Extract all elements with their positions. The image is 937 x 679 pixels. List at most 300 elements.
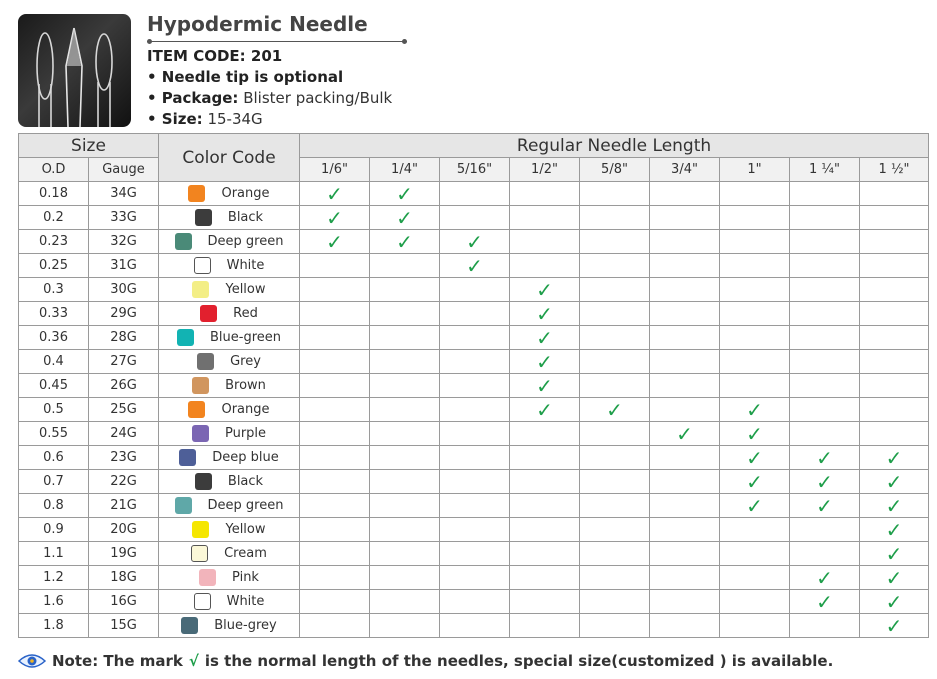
length-cell (860, 326, 929, 350)
color-name: Yellow (225, 282, 266, 297)
table-row (19, 542, 929, 566)
color-swatch (175, 497, 192, 514)
length-cell (580, 398, 650, 422)
color-swatch (199, 569, 216, 586)
length-cell (790, 518, 860, 542)
length-cell (510, 278, 580, 302)
od-cell: 0.9 (19, 518, 89, 542)
od-cell: 0.3 (19, 278, 89, 302)
length-cell (720, 182, 790, 206)
length-cell (370, 254, 440, 278)
gauge-cell: 26G (89, 374, 159, 398)
length-cell (510, 254, 580, 278)
od-cell: 0.33 (19, 302, 89, 326)
od-cell: 0.2 (19, 206, 89, 230)
od-cell: 0.55 (19, 422, 89, 446)
length-cell (860, 254, 929, 278)
check-icon: ✓ (396, 205, 413, 230)
length-cell (370, 614, 440, 638)
length-cell (650, 518, 720, 542)
gauge-cell: 32G (89, 230, 159, 254)
color-cell (159, 446, 300, 470)
length-cell (440, 494, 510, 518)
check-icon: ✓ (816, 493, 833, 518)
length-cell (300, 518, 370, 542)
product-title: Hypodermic Needle (147, 12, 368, 36)
od-cell: 1.1 (19, 542, 89, 566)
color-cell (159, 398, 300, 422)
length-cell (510, 494, 580, 518)
check-icon: ✓ (885, 445, 903, 470)
check-icon: ✓ (816, 565, 833, 590)
od-cell: 0.7 (19, 470, 89, 494)
length-cell (300, 542, 370, 566)
gauge-cell: 31G (89, 254, 159, 278)
length-cell (860, 374, 929, 398)
length-cell (580, 422, 650, 446)
color-name: Yellow (225, 522, 266, 537)
color-swatch (195, 209, 212, 226)
length-cell (720, 206, 790, 230)
length-cell (370, 494, 440, 518)
length-cell (510, 518, 580, 542)
note-prefix: Note: The mark (52, 652, 183, 670)
table-row (19, 182, 929, 206)
length-cell (580, 542, 650, 566)
check-icon: ✓ (396, 229, 413, 254)
length-cell (300, 566, 370, 590)
length-cell (370, 230, 440, 254)
check-icon: ✓ (885, 517, 903, 542)
color-cell (159, 230, 300, 254)
length-cell (510, 590, 580, 614)
check-icon: ✓ (326, 229, 343, 254)
length-cell (790, 614, 860, 638)
length-cell (860, 398, 929, 422)
color-cell (159, 470, 300, 494)
length-cell (790, 350, 860, 374)
length-cell (370, 398, 440, 422)
color-cell (159, 542, 300, 566)
length-cell (860, 230, 929, 254)
check-icon: ✓ (466, 253, 483, 278)
gauge-cell: 29G (89, 302, 159, 326)
check-icon: ✓ (816, 469, 833, 494)
length-cell (650, 350, 720, 374)
length-cell (650, 374, 720, 398)
length-cell (860, 302, 929, 326)
color-cell (159, 254, 300, 278)
length-cell (860, 182, 929, 206)
length-cell (790, 422, 860, 446)
check-icon: ✓ (885, 589, 903, 614)
size-info: • Size: 15-34G (147, 110, 263, 128)
length-cell (790, 278, 860, 302)
length-cell (860, 494, 929, 518)
color-name: Cream (224, 546, 267, 561)
length-cell (790, 182, 860, 206)
tip-info: • Needle tip is optional (147, 68, 344, 86)
table-row (19, 614, 929, 638)
length-cell (370, 542, 440, 566)
length-cell (790, 254, 860, 278)
length-cell (370, 566, 440, 590)
length-cell (370, 590, 440, 614)
color-cell (159, 494, 300, 518)
length-cell (300, 374, 370, 398)
length-cell (300, 614, 370, 638)
gauge-cell: 19G (89, 542, 159, 566)
color-cell (159, 206, 300, 230)
color-cell (159, 326, 300, 350)
table-row (19, 374, 929, 398)
length-cell (860, 518, 929, 542)
gauge-cell: 34G (89, 182, 159, 206)
length-cell (300, 254, 370, 278)
od-cell: 1.8 (19, 614, 89, 638)
table-row (19, 230, 929, 254)
length-cell (790, 590, 860, 614)
color-name: Orange (221, 186, 270, 201)
gauge-cell: 18G (89, 566, 159, 590)
check-icon: ✓ (746, 445, 763, 470)
length-cell (790, 302, 860, 326)
length-cell (720, 422, 790, 446)
check-icon: ✓ (885, 469, 903, 494)
length-cell (650, 278, 720, 302)
length-cell (650, 470, 720, 494)
gauge-cell: 28G (89, 326, 159, 350)
size-header: Size (19, 134, 159, 158)
color-swatch (191, 545, 208, 562)
table-row (19, 590, 929, 614)
check-icon: ✓ (326, 205, 343, 230)
gauge-cell: 25G (89, 398, 159, 422)
check-icon: ✓ (746, 469, 763, 494)
table-row (19, 422, 929, 446)
table-row (19, 206, 929, 230)
length-cell (650, 230, 720, 254)
gauge-cell: 27G (89, 350, 159, 374)
color-cell (159, 518, 300, 542)
length-cell (580, 590, 650, 614)
length-cell (650, 542, 720, 566)
length-cell (510, 566, 580, 590)
color-swatch (195, 473, 212, 490)
length-cell (790, 326, 860, 350)
length-cell (720, 446, 790, 470)
length-cell (370, 182, 440, 206)
length-cell (440, 302, 510, 326)
length-header: 5/8" (580, 158, 650, 182)
length-cell (790, 494, 860, 518)
color-name: Deep green (207, 234, 284, 249)
table-row (19, 494, 929, 518)
length-cell (440, 446, 510, 470)
length-cell (510, 446, 580, 470)
color-swatch (188, 401, 205, 418)
length-cell (300, 326, 370, 350)
length-cell (370, 206, 440, 230)
item-code: ITEM CODE: 201 (147, 47, 283, 65)
length-cell (510, 542, 580, 566)
length-cell (720, 350, 790, 374)
length-cell (440, 350, 510, 374)
length-cell (580, 350, 650, 374)
length-cell (720, 302, 790, 326)
title-divider (147, 41, 407, 42)
length-cell (300, 278, 370, 302)
color-cell (159, 278, 300, 302)
length-cell (580, 206, 650, 230)
note-suffix: is the normal length of the needles, special size(customized ) is available. (204, 652, 834, 670)
length-cell (580, 446, 650, 470)
gauge-cell: 22G (89, 470, 159, 494)
od-cell: 0.4 (19, 350, 89, 374)
check-icon: ✓ (676, 421, 693, 446)
color-name: Deep blue (212, 450, 279, 465)
color-swatch (192, 521, 209, 538)
color-cell (159, 182, 300, 206)
length-cell (440, 206, 510, 230)
length-cell (300, 182, 370, 206)
od-cell: 0.8 (19, 494, 89, 518)
od-header: O.D (19, 158, 89, 182)
length-cell (510, 374, 580, 398)
color-name: Black (227, 210, 264, 225)
length-cell (790, 470, 860, 494)
length-cell (510, 182, 580, 206)
length-cell (790, 374, 860, 398)
color-name: Deep green (207, 498, 284, 513)
length-cell (370, 326, 440, 350)
check-icon: ✓ (536, 349, 553, 374)
length-cell (440, 230, 510, 254)
gauge-cell: 20G (89, 518, 159, 542)
length-cell (860, 422, 929, 446)
gauge-cell: 30G (89, 278, 159, 302)
color-name: Purple (224, 426, 267, 441)
length-cell (720, 566, 790, 590)
length-cell (300, 302, 370, 326)
length-cell (440, 278, 510, 302)
color-swatch (188, 185, 205, 202)
length-cell (440, 182, 510, 206)
length-cell (370, 278, 440, 302)
length-cell (790, 446, 860, 470)
check-icon: ✓ (746, 397, 763, 422)
length-cell (650, 614, 720, 638)
od-cell: 0.25 (19, 254, 89, 278)
od-cell: 0.18 (19, 182, 89, 206)
length-cell (370, 374, 440, 398)
length-header: 1" (720, 158, 790, 182)
color-name: Red (233, 306, 258, 321)
length-cell (860, 542, 929, 566)
table-row (19, 470, 929, 494)
length-header: 1/4" (370, 158, 440, 182)
length-cell (510, 470, 580, 494)
gauge-cell: 21G (89, 494, 159, 518)
length-cell (650, 422, 720, 446)
table-row (19, 566, 929, 590)
length-cell (580, 494, 650, 518)
length-cell (370, 422, 440, 446)
length-cell (790, 542, 860, 566)
length-cell (790, 398, 860, 422)
table-row (19, 326, 929, 350)
needle-spec-table (18, 133, 929, 638)
length-cell (860, 614, 929, 638)
length-cell (860, 566, 929, 590)
table-row (19, 350, 929, 374)
table-row (19, 302, 929, 326)
length-cell (650, 326, 720, 350)
length-cell (860, 278, 929, 302)
color-name: Blue-green (209, 330, 281, 345)
color-swatch (179, 449, 196, 466)
length-cell (510, 350, 580, 374)
color-name: Black (227, 474, 264, 489)
length-header: 3/4" (650, 158, 720, 182)
length-cell (300, 470, 370, 494)
footnote (18, 652, 833, 670)
check-mark-symbol: √ (188, 652, 199, 670)
color-swatch (192, 377, 209, 394)
length-cell (720, 590, 790, 614)
color-cell (159, 350, 300, 374)
length-cell (650, 446, 720, 470)
length-cell (650, 566, 720, 590)
needle-length-header: Regular Needle Length (300, 134, 929, 158)
od-cell: 1.6 (19, 590, 89, 614)
length-cell (580, 254, 650, 278)
length-cell (440, 254, 510, 278)
check-icon: ✓ (466, 229, 483, 254)
gauge-cell: 16G (89, 590, 159, 614)
table-row (19, 278, 929, 302)
color-swatch (181, 617, 198, 634)
length-cell (720, 278, 790, 302)
length-cell (650, 206, 720, 230)
od-cell: 0.5 (19, 398, 89, 422)
check-icon: ✓ (536, 325, 553, 350)
check-icon: ✓ (536, 301, 553, 326)
check-icon: ✓ (885, 541, 903, 566)
check-icon: ✓ (606, 397, 623, 422)
color-name: White (226, 594, 265, 609)
length-cell (510, 422, 580, 446)
length-cell (860, 590, 929, 614)
color-cell (159, 422, 300, 446)
length-cell (650, 302, 720, 326)
color-cell (159, 374, 300, 398)
length-header: 5/16" (440, 158, 510, 182)
length-cell (860, 446, 929, 470)
length-cell (300, 206, 370, 230)
gauge-cell: 23G (89, 446, 159, 470)
color-swatch (200, 305, 217, 322)
length-cell (650, 254, 720, 278)
length-cell (370, 350, 440, 374)
check-icon: ✓ (396, 181, 413, 206)
length-cell (580, 566, 650, 590)
needle-tips-photo (18, 14, 131, 127)
length-cell (300, 230, 370, 254)
length-cell (440, 422, 510, 446)
table-row (19, 254, 929, 278)
length-cell (440, 542, 510, 566)
length-cell (580, 302, 650, 326)
color-name: Pink (232, 570, 259, 585)
length-cell (720, 614, 790, 638)
check-icon: ✓ (536, 373, 553, 398)
length-cell (510, 326, 580, 350)
table-row (19, 398, 929, 422)
od-cell: 1.2 (19, 566, 89, 590)
length-cell (510, 302, 580, 326)
length-cell (580, 326, 650, 350)
length-header: 1/6" (300, 158, 370, 182)
length-cell (440, 374, 510, 398)
length-cell (370, 518, 440, 542)
length-cell (440, 398, 510, 422)
length-cell (860, 470, 929, 494)
check-icon: ✓ (885, 493, 903, 518)
length-cell (790, 566, 860, 590)
color-code-header: Color Code (159, 134, 300, 182)
length-cell (720, 398, 790, 422)
check-icon: ✓ (885, 613, 903, 638)
gauge-cell: 24G (89, 422, 159, 446)
check-icon: ✓ (326, 181, 343, 206)
length-cell (580, 230, 650, 254)
color-cell (159, 566, 300, 590)
check-icon: ✓ (816, 445, 833, 470)
length-cell (720, 542, 790, 566)
length-cell (720, 326, 790, 350)
length-cell (650, 590, 720, 614)
length-cell (720, 230, 790, 254)
length-cell (580, 374, 650, 398)
length-cell (440, 566, 510, 590)
od-cell: 0.23 (19, 230, 89, 254)
length-cell (300, 494, 370, 518)
length-cell (440, 614, 510, 638)
length-cell (300, 590, 370, 614)
length-cell (720, 494, 790, 518)
color-name: Brown (225, 378, 266, 393)
length-cell (580, 518, 650, 542)
length-cell (440, 326, 510, 350)
check-icon: ✓ (746, 493, 763, 518)
length-cell (440, 518, 510, 542)
length-cell (510, 614, 580, 638)
length-cell (370, 446, 440, 470)
needle-tips-illustration (18, 14, 131, 127)
check-icon: ✓ (816, 589, 833, 614)
gauge-cell: 33G (89, 206, 159, 230)
eye-icon (18, 653, 46, 669)
length-header: 1/2" (510, 158, 580, 182)
length-cell (720, 518, 790, 542)
check-icon: ✓ (536, 277, 553, 302)
check-icon: ✓ (746, 421, 763, 446)
check-icon: ✓ (536, 397, 553, 422)
length-cell (860, 206, 929, 230)
color-cell (159, 302, 300, 326)
length-cell (790, 230, 860, 254)
